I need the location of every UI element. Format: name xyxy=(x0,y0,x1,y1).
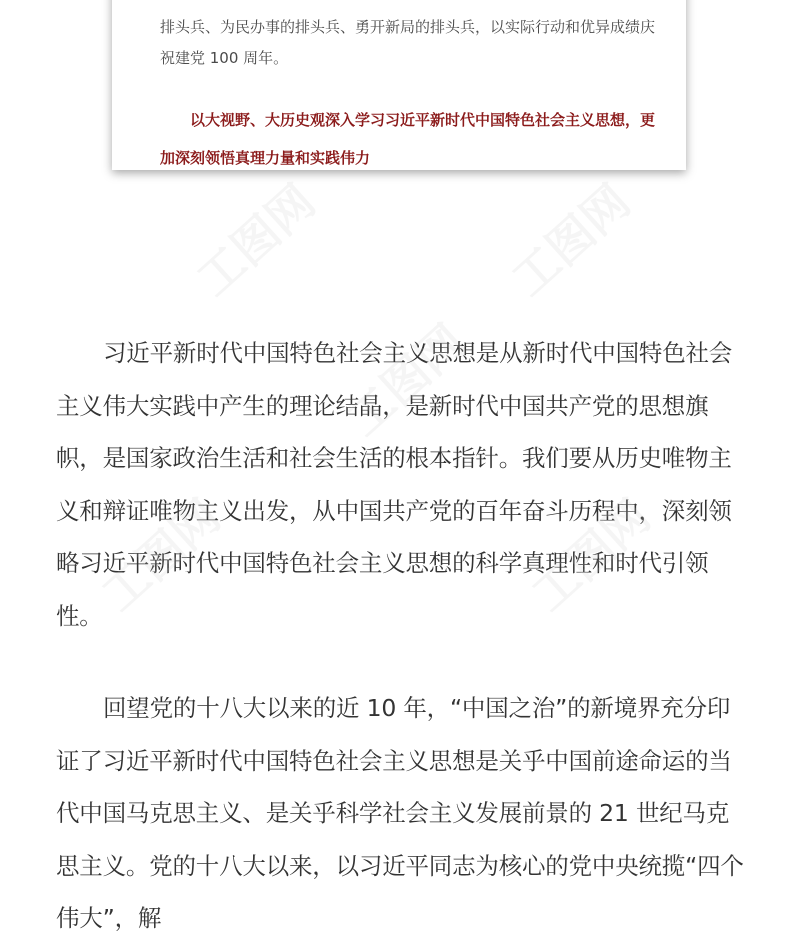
watermark-text: 工图网 xyxy=(91,488,231,622)
article-paragraph-2: 回望党的十八大以来的近 10 年，“中国之治”的新境界充分印证了习近平新时代中国特色社会主义思想是关乎中国前途命运的当代中国马克思主义、是关乎科学社会主义发展前景的 21 世纪马克思主义。党的十八大以来，以习近平同志为核心的党中央统揽“四个伟大”，解 xyxy=(56,694,744,932)
article-body xyxy=(56,327,748,945)
article-paragraph-1: 习近平新时代中国特色社会主义思想是从新时代中国特色社会主义伟大实践中产生的理论结晶，是新时代中国共产党的思想旗帜，是国家政治生活和社会生活的根本指针。我们要从历史唯物主义和辩证唯物主义出发，从中国共产党的百年奋斗历程中，深刻领略习近平新时代中国特色社会主义思想的科学真理性和时代引领性。 xyxy=(56,339,733,630)
quote-card xyxy=(112,0,686,170)
watermark-text: 工图网 xyxy=(186,173,326,307)
watermark-text: 工图网 xyxy=(501,173,641,307)
card-highlight-text: 以大视野、大历史观深入学习习近平新时代中国特色社会主义思想，更加深刻领悟真理力量和实践伟力 xyxy=(160,111,656,167)
watermark-text: 工图网 xyxy=(521,488,661,622)
watermark-text: 工图网 xyxy=(336,313,476,447)
card-body-text: 排头兵、为民办事的排头兵、勇开新局的排头兵，以实际行动和优异成绩庆祝建党 100 周年。 xyxy=(160,18,656,67)
